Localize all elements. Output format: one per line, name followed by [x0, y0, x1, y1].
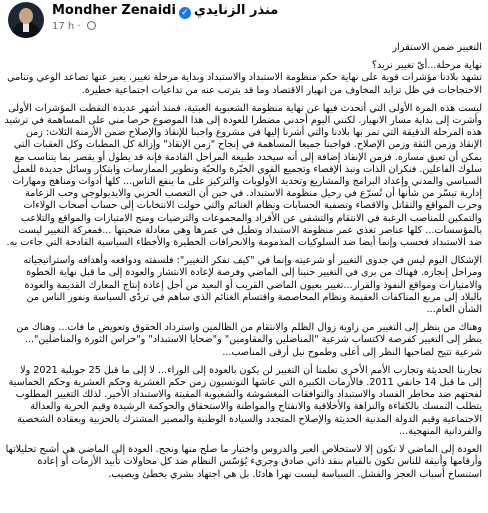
author-name[interactable] [52, 3, 278, 19]
post-subtitle: نهاية مرحلة...أيّ تغيير نريد؟ [371, 60, 482, 72]
avatar-face [19, 8, 33, 24]
author-avatar[interactable] [8, 2, 44, 38]
post-body [4, 42, 482, 481]
post-paragraph: العودة إلى الماضي لا تكون إلا لاستخلاص العبر والدروس واختيار ما صلح منها ونجح. العودة إلى الماضي هي أشبح تحليلاتها وأرقامها وأنيقة للناس تكون بالقيام بنقد ذاتي صادق وجريء يُؤسّس النظام ضد كل محاولات تأبيد الأزمات أو إعادة استنساخ أسباب العجز والفشل. السياسة ليست نهرا هادئا. بل هي اجتهاد بشري يخطئ ويصيب. [5, 444, 482, 480]
author-name-arabic[interactable]: منذر الزنايدي [193, 3, 279, 18]
post-paragraph: تشهد بلادنا مؤشرات قوية على نهاية حكم منظومة الاستبداد والاستبداد وبداية مرحلة تغيير. يعبر عنها تصاعد الوعي وتنامي الاحتجاجات في ظل تزايد المخاوف من انهيار الاقتصاد وما قد يترتب عنه من تداعيات اجتماعية خطيرة. [7, 72, 482, 96]
post-meta [52, 21, 96, 33]
author-name-latin[interactable]: Mondher Zenaidi [52, 3, 176, 18]
post-paragraph: وهناك من ينظر إلى التغيير من زاوية زوال الظلم والانتقام من الظالمين واسترداد الحقوق وتعويض ما فات... وهناك من ينظر إلى التغيير كفرصة لاكتساب شرعية "المناضلين والمقاومين" و"ضحايا الاستبداد" و"حراس الثورة والمناضلين"... شرعية تتيح لصاحبها النظر إلى أعلى وطموح نيل أرقى المناصب... [16, 322, 482, 358]
post-paragraph: الإشكال اليوم ليس في جدوى التغيير أو شرعيته وإنما في "كيف نفكر التغيير": فلسفته ودوافعه وأهدافه واستراتيجياته ومراحل إنجازه. فهناك من يرى في التغيير حنينا إلى الماضي وفرصة لإعادة الانتشار والعودة إلى ما قبل نهاية الخطوة والامتيازات ومواقع النفوذ والقرار...تغيير بعيون الماضي القريب أو البعيد من أجل إعادة إنتاج المعارك القديمة والعودة بالبلاد إلى مربع المناكفات العقيمة ونظام المحاصصة واقتسام الغنائم الذي ساهم في تردّي السياسة ونفور الناس من الشأن العام... [23, 255, 482, 316]
post-paragraph: ليست هذه المرة الأولى التي أتحدث فيها عن نهاية منظومة الشعبوية العبثية، فمنذ أشهر عديدة التقطت المؤشرات الأولى وأشرت إلى بداية مسار الانهيار. لكنني اليوم أجدني مضطرا للعودة إلى هذا الموضوع حرصا مني على المساهمة في ترشيد هذه المرحلة الدقيقة التي تمر بها بلادنا والتي أشرنا إليها في مشروع واجبنا للإنقاذ والإصلاح ضمن الأزمنة الثلاث: زمن الإنقاذ وزمن الثقة وزمن الإصلاح. فواجبنا جميعا المساهمة في إنجاح "زمن الإنقاذ" وإزالة كل المطبات وكل العقبات التي يمكن أن تعيق مساره. فزمن الإنقاذ إضافة إلى أنه سيحدد طبيعة المراحل القادمة فإنه قد يطول أو يقصر بما يتناسب مع سلوك الفاعلين. فنكران الذات ونبذ الإقصاء وتجميع القوى الخيّرة والحيّة وتطوير الممارسات وابتكار وسائل جديدة للعمل السياسي والمدني وإعداد البرامج والمشاريع وتحديد الأولويات والتركيز على ما ينفع الناس... كلها أدوات ومناهج ومهارات إدارية تيسّر من شأنها أن تُسرّع في رحيل منظومة الاستبداد. في حين أن التعصب الحزبي والايديولوجي وحب الزعامة وحرب المواقع والتقاتل والاقصاء وتصفية الحسابات ونظام الغنائم والتي حولت الانتخابات إلى حساب أصحاب الولاءات والتمكين للمناصب الرغبة في الانتقام والتشفي عن الأفراد والمجموعات والترضيات ومنح الامتيازات والمواقع والتلاعب بالمؤسسات... كلها عناصر تغذي عمر منظومة الاستبداد وتطيل في عمرها وهي معادلة ضحيتها ...فمعركة التغيير ليست ضد الاستبداد فحسب وإنما أيضا ضد السلوكيات المذمومة والانحرافات الخطيرة والأخطاء السياسية القادحة التي جاءت به. [4, 102, 482, 249]
globe-icon[interactable] [87, 21, 96, 30]
post-paragraph: تجاربنا الحديثة وتجارب الأمم الأخرى تعلمنا أن التغيير لن يكون بالعودة إلى الوراء... لا إلى ما قبل 25 جويلية 2021 ولا إلى ما قبل 14 جانفي 2011. فالأزمات الكبيرة التي عاشها التونسيون زمن حكم العشرية وحكم العشرية وحكم الخماسية لفحتهم ضد مخاطر الفساد والاستبداد والتوافقات المغشوشة والشعبوية المقيتة والاستبداد الأخير. لذلك التغيير المطلوب يتطلب التمسك بالكفاءة والنزاهة والأخلاقية والانفتاح والمواطنة والاستحقاق والحوكمة الرشيدة وقيم الحرية والعدالة الاجتماعية وقيم الدولة المدنية الحديثة والإصلاح المتجدد والسيادة الوطنية والمصير المشترك بالحزبية وبعقادة الشخصية والفردانية المنهجية... [8, 364, 482, 437]
meta-separator: · [77, 21, 81, 32]
post-header [0, 0, 488, 42]
post-title: التغيير ضمن الاستقرار [392, 42, 482, 53]
verified-badge-icon: ✓ [179, 7, 191, 19]
post-time[interactable]: 17 h [52, 21, 75, 32]
